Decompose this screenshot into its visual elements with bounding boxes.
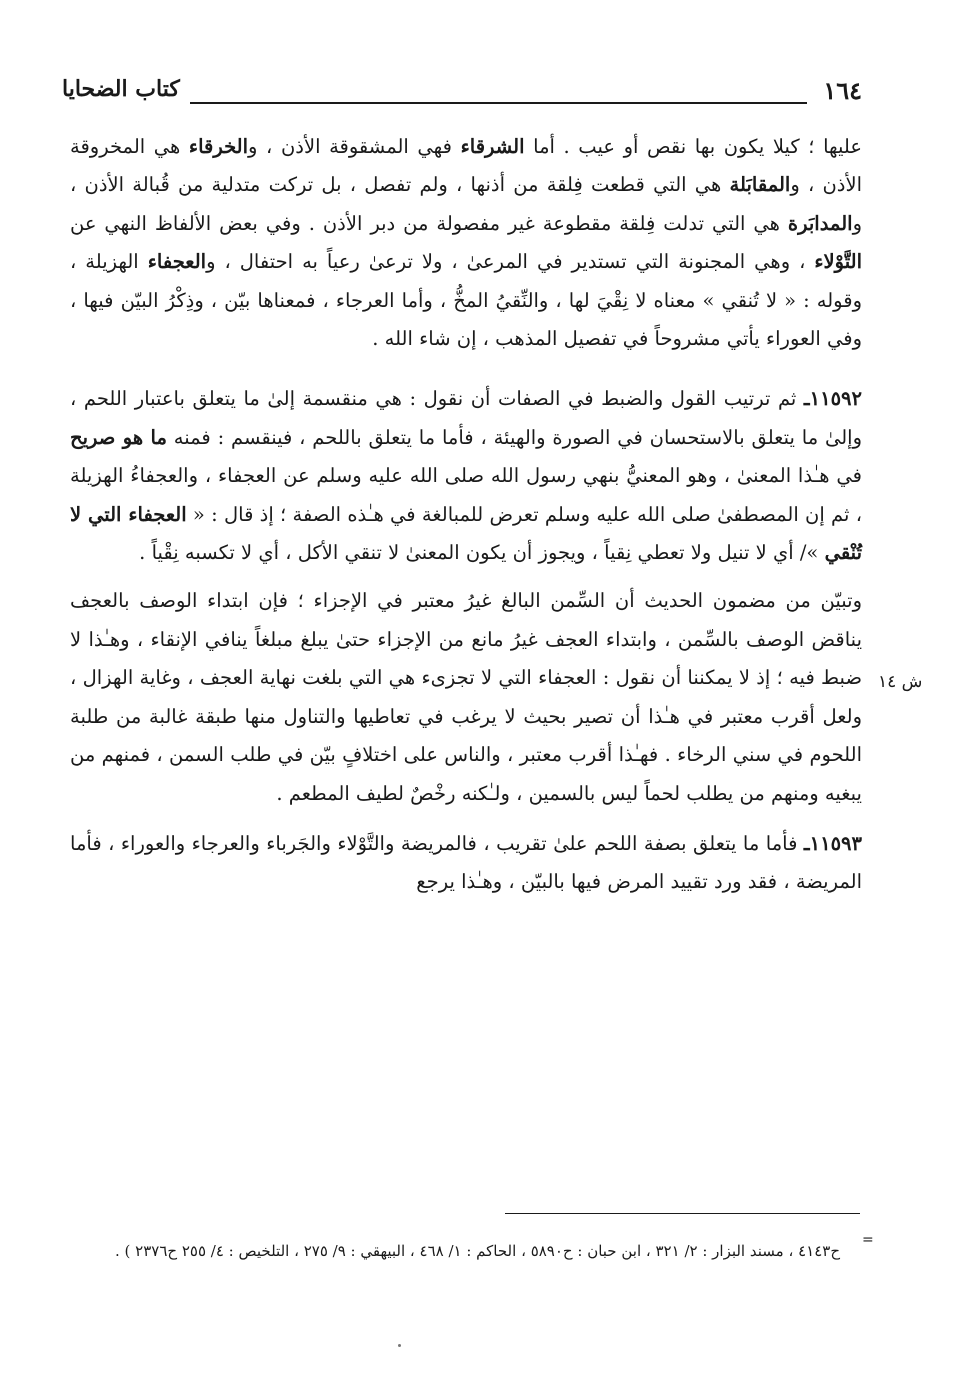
footnote-text: ح٤١٤٣ ، مسند البزار : ٢/ ٣٢١ ، ابن حبان : ح٥٨٩٠ ، الحاكم : ١/ ٤٦٨ ، البيهقي : ٩/ ٢٧٥ ، التلخيص : ٤/ ٢٥٥ ح٢٣٧٦ ) . bbox=[115, 1242, 840, 1260]
bold-term: المقابَلة bbox=[729, 173, 791, 197]
page-number: ١٦٤ bbox=[823, 76, 862, 105]
bold-term: التَّوْلاء bbox=[814, 250, 862, 274]
paragraph-1 bbox=[70, 128, 862, 358]
footnote-rule bbox=[505, 1213, 860, 1214]
text-run: »/ أي لا تنيل ولا تعطي نِقياً ، ويجوز أن يكون المعنىٰ لا تنقي الأكل ، أي لا تكسبه نِقْياً . bbox=[139, 541, 825, 565]
text-run: الهزيلة ، وقوله : « لا تُنقي » معناه لا نِقْيَ لها ، والنِّقيُ المخُّ ، وأما العرجاء ، فمعناها بيّن ، وذِكْرُ البيّن فيها ، وفي العوراء يأتي مشروحاً في تفصيل المذهب ، إن شاء الله . bbox=[70, 250, 862, 351]
text-run: ، وهي المجنونة التي تستدير في المرعىٰ ، ولا ترعىٰ رعياً به احتفال ، و bbox=[206, 250, 815, 274]
text-run: هي المخروقة الأذن ، و bbox=[70, 135, 863, 197]
bold-term: العجفاء bbox=[147, 250, 207, 274]
text-run: عليها ؛ كيلا يكون بها نقص أو عيب . أما bbox=[524, 135, 862, 158]
running-title: كتاب الضحايا bbox=[62, 76, 180, 102]
margin-note: ش ١٤ bbox=[878, 672, 923, 692]
text-run: وتبيّن من مضمون الحديث أن السِّمن البالغ غيرُ معتبر في الإجزاء ؛ فإن ابتداء الوصف بالعجف يناقض الوصف بالسِّمن ، وابتداء العجف غيرُ مانع من الإجزاء حتىٰ يبلغ مبلغاً ينافي الإنقاء ، وهـٰذا لا ضبط فيه ؛ إذ لا يمكننا أن نقول : العجفاء التي لا تجزىء هي التي بلغت نهاية العجف ، وغاية الهزال ، ولعل أقرب معتبر في هـٰذا أن تصير بحيث لا يرغب في تعاطيها والتناول منها طبقة غالبة من طلبة اللحوم في سني الرخاء . فهـٰذا أقرب معتبر ، والناس على اختلافٍ بيّن في طلب السمن ، فمنهم من يبغيه ومنهم من يطلب لحماً ليس بالسمين ، ولـٰكنه رخْصٌ لطيف المطعم . bbox=[70, 589, 862, 805]
text-run: هي التي قطعت فِلقة من أذنها ، ولم تفصل ، بل تركت متدلية من قُبالة الأذن ، و bbox=[70, 173, 862, 235]
footnote-continuation-mark: = bbox=[862, 1232, 874, 1248]
main-text bbox=[70, 128, 862, 902]
bold-term: الخرقاء bbox=[188, 135, 249, 158]
text-run: فهي المشقوقة الأذن ، و bbox=[248, 135, 461, 158]
bold-term: الشرقاء bbox=[460, 135, 525, 158]
paragraph-3 bbox=[70, 582, 862, 812]
footnote bbox=[95, 1238, 840, 1265]
bold-term: ١١٥٩٢ـ bbox=[803, 387, 862, 411]
page-header bbox=[62, 72, 862, 112]
bold-term: ١١٥٩٣ـ bbox=[803, 831, 862, 855]
text-run: فأما ما يتعلق بصفة اللحم علىٰ تقريب ، فالمريضة والتَّوْلاء والجَرباء والعرجاء والعوراء ، فأما المريضة ، فقد ورد تقييد المرض فيها بالبيّن ، وهـٰذا يرجع bbox=[70, 831, 862, 894]
paragraph-11593 bbox=[70, 825, 862, 902]
bold-term: العجفاء التي لا تُنْقي bbox=[70, 502, 862, 565]
header-rule bbox=[190, 102, 807, 104]
bold-term: المدابَرة bbox=[787, 211, 853, 235]
bold-term: ما هو صريح bbox=[70, 425, 167, 449]
scan-speck bbox=[398, 1344, 401, 1347]
text-run: في هـٰذا المعنىٰ ، وهو المعنيُّ بنهي رسول الله صلى الله عليه وسلم عن العجفاء ، والعجفاءُ الهزيلة ، ثم إن المصطفىٰ صلى الله عليه وسلم تعرض للمبالغة في هـٰذه الصفة ؛ إذ قال : « bbox=[70, 464, 862, 526]
text-run: هي التي تدلت فِلقة مقطوعة غير مفصولة من دبر الأذن . وفي بعض الألفاظ النهي عن bbox=[70, 211, 788, 235]
paragraph-11592 bbox=[70, 380, 862, 572]
text-run: ثم ترتيب القول والضبط في الصفات أن نقول : هي منقسمة إلىٰ ما يتعلق باعتبار اللحم ، وإلىٰ ما يتعلق بالاستحسان في الصورة والهيئة ، فأما ما يتعلق باللحم ، فينقسم : فمنه bbox=[70, 387, 863, 449]
